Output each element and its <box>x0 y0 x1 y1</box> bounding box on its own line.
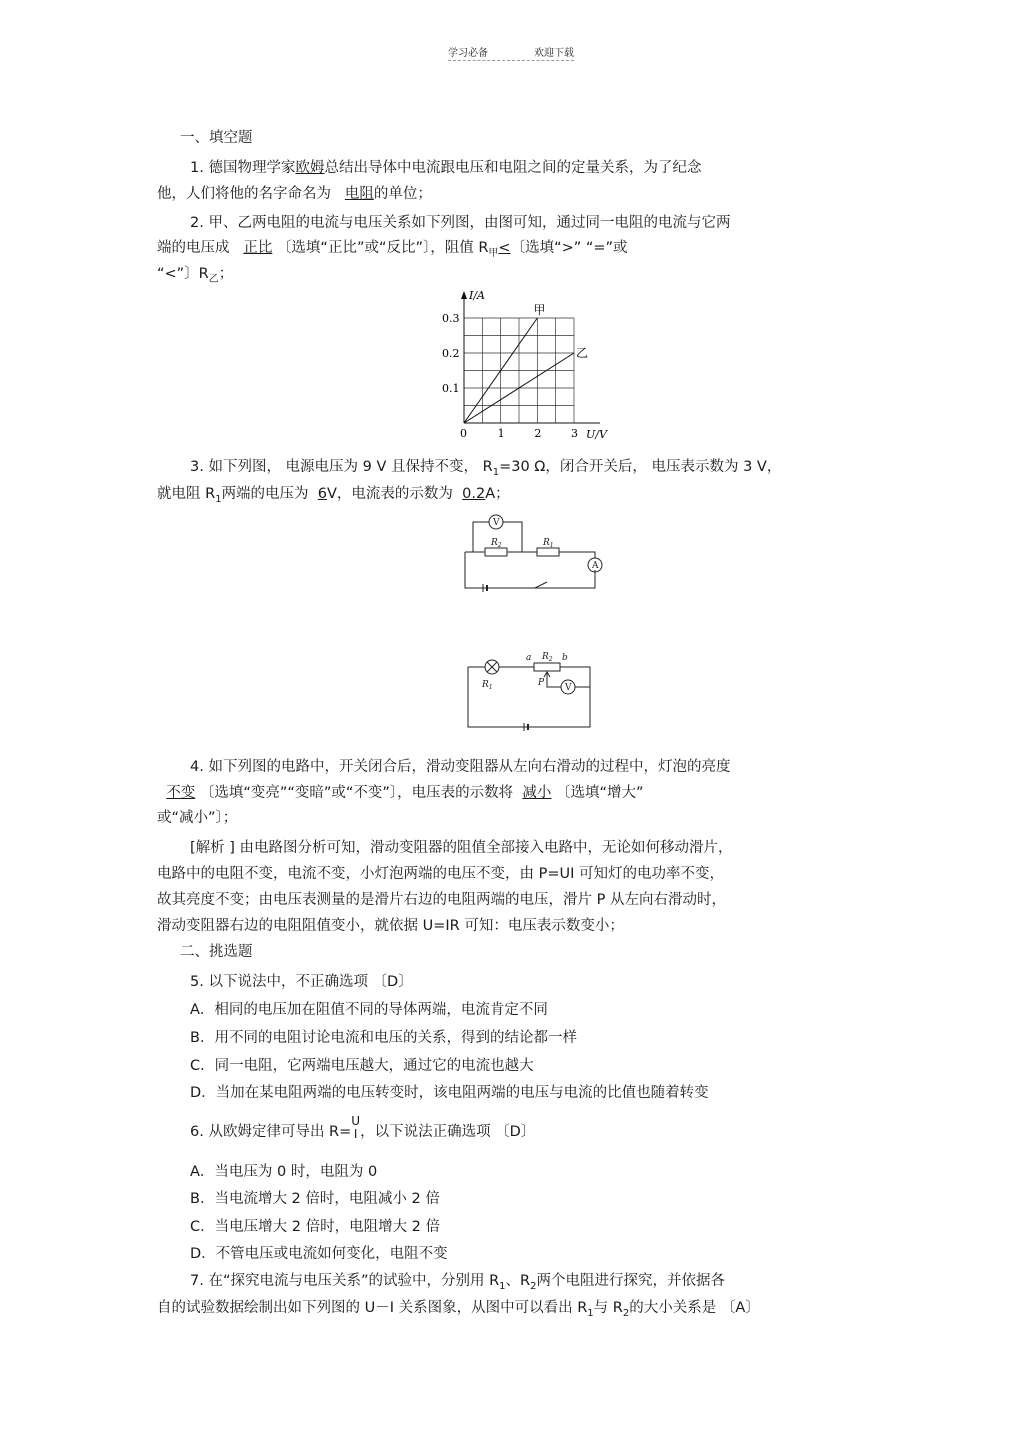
q1-line2: 他，人们将他的名字命名为 电阻的单位； <box>157 186 432 202</box>
x-tick-label: 3 <box>571 427 578 440</box>
iu-graph <box>430 285 630 445</box>
label-b: b <box>562 653 568 663</box>
explanation-line2: 电路中的电阻不变，电流不变，小灯泡两端的电压不变，由 P=UI 可知灯的电功率不变， <box>157 866 724 882</box>
q5-option-b: B．用不同的电阻讨论电流和电压的关系，得到的结论都一样 <box>190 1030 577 1046</box>
x-axis-label: U/V <box>586 428 607 441</box>
r1-label-1: $R_1$ <box>543 538 554 549</box>
rheostat-r2 <box>534 663 560 671</box>
q3-answer1: 6 <box>317 486 328 502</box>
q6-stem: 6. 从欧姆定律可导出 R= U I ，以下说法正确选项 〔D〕 <box>190 1114 536 1141</box>
q1-answer2: 电阻 <box>344 186 374 202</box>
q2-answer2: < <box>498 240 511 256</box>
label-a: a <box>526 653 532 663</box>
v-label-1: V <box>493 518 500 528</box>
q4-answer1: 不变 <box>166 785 196 801</box>
q5-option-c: C．同一电阻，它两端电压越大，通过它的电流也越大 <box>190 1058 534 1074</box>
q6-option-a: A．当电压为 0 时，电阻为 0 <box>190 1164 378 1180</box>
v-label-2: V <box>565 683 572 693</box>
q1-answer1: 欧姆 <box>295 160 325 176</box>
label-p: P <box>538 678 545 688</box>
q6-option-d: D．不管电压或电流如何变化，电阻不变 <box>190 1246 448 1262</box>
fraction-u-over-i: U I <box>351 1114 361 1141</box>
q3-line1: 3. 如下列图， 电源电压为 9 V 且保持不变， $R_1=30$ Ω，闭合开关后， 电压表示数为 3 V， <box>190 459 782 478</box>
q6-option-b: B．当电流增大 2 倍时，电阻减小 2 倍 <box>190 1191 440 1207</box>
x-tick-label: 1 <box>497 427 505 440</box>
x-tick-label: 2 <box>534 427 542 440</box>
r2-label-2: $R_2$ <box>542 652 553 663</box>
q7-line2: 自的试验数据绘制出如下列图的 U－I 关系图象，从图中可以看出 $R_1$与 $R_2$的大小关系是 〔A〕 <box>157 1300 760 1319</box>
header-rule <box>448 60 574 61</box>
y-tick-label: 0.3 <box>442 312 460 325</box>
series-name-0: 甲 <box>533 303 546 317</box>
q4-line2: 不变 〔选填“变亮”“变暗”或“不变”〕，电压表的示数将 减小 〔选填“增大” <box>166 785 644 801</box>
q5-stem: 5. 以下说法中，不正确选项 〔D〕 <box>190 974 413 990</box>
q2-line2: 端的电压成 正比 〔选填“正比”或“反比”〕，阻值 $R_甲<$〔选填“>” “=”或 <box>157 240 628 259</box>
header-right: 欢迎下载 <box>534 48 574 59</box>
q3-line2: 就电阻 $R_1$两端的电压为 6V，电流表的示数为 0.2A； <box>157 486 510 505</box>
resistor-r1 <box>537 548 559 556</box>
y-tick-label: 0.2 <box>442 347 460 360</box>
y-axis-label: I/A <box>469 289 485 302</box>
y-tick-label: 0.1 <box>442 382 460 395</box>
series-name-1: 乙 <box>576 346 589 360</box>
explanation-line1: [解析 ] 由电路图分析可知，滑动变阻器的阻值全部接入电路中，无论如何移动滑片， <box>190 840 733 856</box>
header-left: 学习必备 <box>448 48 488 59</box>
a-label-1: A <box>592 561 599 571</box>
q4-answer2: 减小 <box>522 785 552 801</box>
q4-line3: 或“减小”〕； <box>157 810 238 826</box>
switch <box>535 582 547 588</box>
q4-line1: 4. 如下列图的电路中，开关闭合后，滑动变阻器从左向右滑动的过程中，灯泡的亮度 <box>190 759 731 775</box>
page-header <box>448 44 574 59</box>
q2-answer1: 正比 <box>243 240 273 256</box>
x-tick-label: 0 <box>460 427 467 440</box>
section-fill-blank: 一、填空题 <box>180 130 253 146</box>
q2-line1: 2. 甲、乙两电阻的电流与电压关系如下列图，由图可知，通过同一电阻的电流与它两 <box>190 215 731 231</box>
chart-grid <box>464 318 574 423</box>
circuit-diagram-1 <box>455 510 605 600</box>
q6-option-c: C．当电压增大 2 倍时，电阻增大 2 倍 <box>190 1219 441 1235</box>
q3-answer2: 0.2 <box>462 486 486 502</box>
circuit-diagram-2 <box>458 645 608 735</box>
q7-line1: 7. 在“探究电流与电压关系”的试验中，分别用 $R_1$、$R_2$两个电阻进行探究，并依据各 <box>190 1273 725 1292</box>
resistor-r2 <box>485 548 507 556</box>
explanation-line3: 故其亮度不变；由电压表测量的是滑片右边的电阻两端的电压，滑片 P 从左向右滑动时， <box>157 892 726 908</box>
q1-line1: 1. 德国物理学家欧姆总结出导体中电流跟电压和电阻之间的定量关系，为了纪念 <box>190 160 702 176</box>
r1-label-2: $R_1$ <box>482 680 493 691</box>
section-choice: 二、挑选题 <box>180 944 253 960</box>
q5-option-d: D．当加在某电阻两端的电压转变时，该电阻两端的电压与电流的比值也随着转变 <box>190 1085 709 1101</box>
q5-option-a: A．相同的电压加在阻值不同的导体两端，电流肯定不同 <box>190 1002 548 1018</box>
q2-line3: “<”〕$R_乙$； <box>157 266 234 285</box>
y-axis-arrow <box>461 291 467 299</box>
explanation-line4: 滑动变阻器右边的电阻阻值变小，就依据 U=IR 可知：电压表示数变小； <box>157 918 624 934</box>
r2-label-1: $R_2$ <box>491 538 502 549</box>
